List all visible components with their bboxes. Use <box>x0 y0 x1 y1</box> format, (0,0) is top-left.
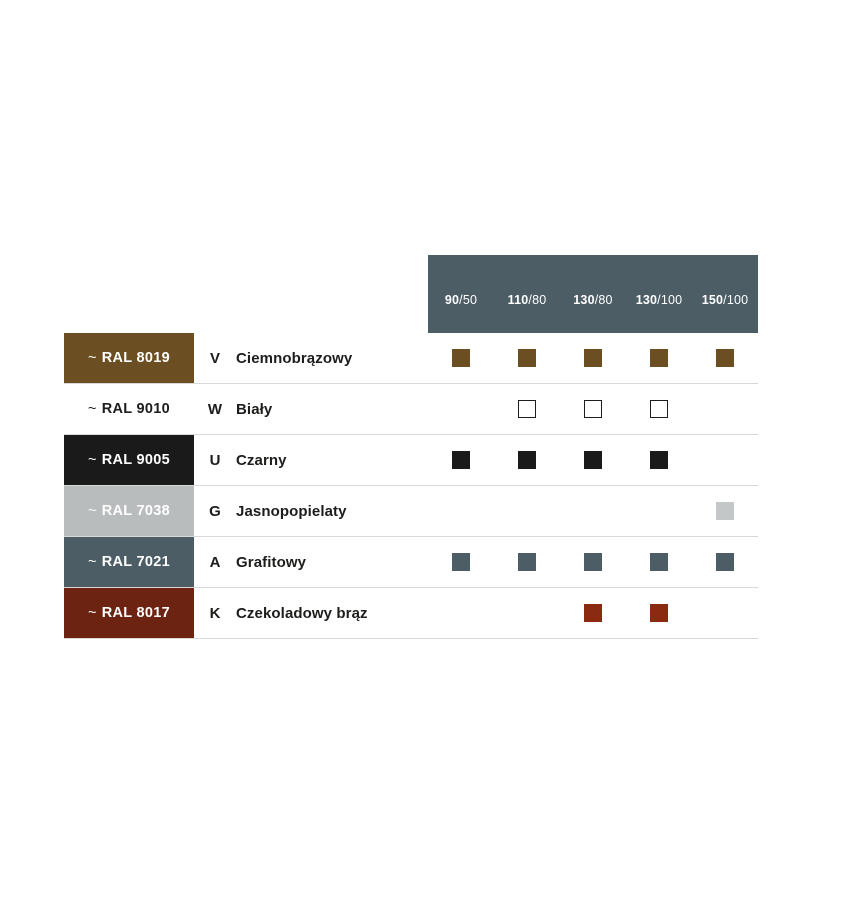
color-name-cell <box>194 333 428 383</box>
color-name-label: Biały <box>236 400 273 418</box>
ral-code-cell <box>64 333 194 383</box>
size-header-primary: 90 <box>444 293 460 307</box>
size-header-primary: 130 <box>635 293 658 307</box>
availability-cells <box>428 588 758 638</box>
color-swatch <box>584 604 602 622</box>
size-header-secondary: /50 <box>459 293 478 307</box>
color-name-cell <box>194 537 428 587</box>
color-name-cell <box>194 384 428 434</box>
availability-cell-4 <box>626 400 692 418</box>
color-swatch <box>452 553 470 571</box>
color-letter-code: U <box>209 451 221 469</box>
size-header-secondary: /100 <box>723 293 749 307</box>
size-header-secondary: /80 <box>528 293 547 307</box>
ral-code-label: RAL 8019 <box>101 350 170 366</box>
availability-cell-2 <box>494 400 560 418</box>
color-swatch <box>452 349 470 367</box>
availability-cells <box>428 486 758 536</box>
size-header-3 <box>560 293 626 333</box>
ral-code-label: RAL 8017 <box>101 605 170 621</box>
color-swatch <box>716 349 734 367</box>
availability-cell-3 <box>560 400 626 418</box>
approx-tilde: ~ <box>87 554 97 570</box>
approx-tilde: ~ <box>87 350 97 366</box>
availability-cell-1 <box>428 349 494 367</box>
availability-cell-3 <box>560 349 626 367</box>
color-name-label: Jasnopopielaty <box>236 502 347 520</box>
availability-cell-4 <box>626 553 692 571</box>
approx-tilde: ~ <box>87 503 97 519</box>
availability-cell-5 <box>692 553 758 571</box>
approx-tilde: ~ <box>87 401 97 417</box>
ral-code-label: RAL 9010 <box>101 401 170 417</box>
color-swatch <box>584 451 602 469</box>
color-name-cell <box>194 486 428 536</box>
approx-tilde: ~ <box>87 452 97 468</box>
color-swatch <box>584 349 602 367</box>
ral-code-cell <box>64 435 194 485</box>
table-row <box>64 486 758 537</box>
ral-code-cell <box>64 486 194 536</box>
availability-cell-3 <box>560 553 626 571</box>
table-row <box>64 384 758 435</box>
size-header-1 <box>428 293 494 333</box>
color-swatch <box>716 553 734 571</box>
color-name-cell <box>194 588 428 638</box>
approx-tilde: ~ <box>87 605 97 621</box>
color-swatch <box>650 451 668 469</box>
color-swatch <box>584 400 602 418</box>
color-name-label: Ciemnobrązowy <box>236 349 353 367</box>
availability-cell-4 <box>626 451 692 469</box>
color-swatch <box>650 400 668 418</box>
table-row <box>64 435 758 486</box>
size-header-secondary: /80 <box>594 293 613 307</box>
color-swatch <box>452 451 470 469</box>
availability-cells <box>428 384 758 434</box>
availability-cell-3 <box>560 604 626 622</box>
table-row <box>64 537 758 588</box>
color-swatch <box>650 553 668 571</box>
availability-cell-2 <box>494 451 560 469</box>
availability-cell-5 <box>692 349 758 367</box>
size-header-2 <box>494 293 560 333</box>
availability-cell-1 <box>428 553 494 571</box>
color-swatch <box>650 604 668 622</box>
availability-cell-3 <box>560 451 626 469</box>
availability-cell-1 <box>428 451 494 469</box>
availability-cells <box>428 537 758 587</box>
color-letter-code: G <box>209 502 221 520</box>
ral-code-label: RAL 7038 <box>101 503 170 519</box>
ral-code-cell <box>64 537 194 587</box>
size-header-primary: 110 <box>507 293 529 307</box>
color-name-cell <box>194 435 428 485</box>
availability-cells <box>428 333 758 383</box>
size-header-4 <box>626 293 692 333</box>
color-name-label: Czarny <box>236 451 287 469</box>
color-letter-code: A <box>209 553 221 571</box>
availability-cells <box>428 435 758 485</box>
color-name-label: Czekoladowy brąz <box>236 604 368 622</box>
ral-code-cell <box>64 384 194 434</box>
color-name-label: Grafitowy <box>236 553 307 571</box>
color-swatch <box>584 553 602 571</box>
size-header-primary: 130 <box>573 293 595 307</box>
color-table <box>64 333 758 639</box>
availability-cell-4 <box>626 349 692 367</box>
color-swatch <box>518 349 536 367</box>
table-row <box>64 588 758 639</box>
color-swatch <box>650 349 668 367</box>
color-swatch <box>716 502 734 520</box>
color-letter-code: V <box>209 349 220 367</box>
availability-cell-5 <box>692 502 758 520</box>
color-swatch <box>518 400 536 418</box>
color-swatch <box>518 451 536 469</box>
ral-code-label: RAL 9005 <box>101 452 170 468</box>
ral-code-label: RAL 7021 <box>101 554 170 570</box>
size-header-secondary: /100 <box>657 293 683 307</box>
availability-cell-2 <box>494 553 560 571</box>
size-header-primary: 150 <box>701 293 724 307</box>
color-swatch <box>518 553 536 571</box>
availability-cell-2 <box>494 349 560 367</box>
size-header-band <box>428 255 758 333</box>
availability-cell-4 <box>626 604 692 622</box>
ral-code-cell <box>64 588 194 638</box>
color-letter-code: W <box>207 400 223 418</box>
table-row <box>64 333 758 384</box>
color-letter-code: K <box>209 604 221 622</box>
size-header-5 <box>692 293 758 333</box>
